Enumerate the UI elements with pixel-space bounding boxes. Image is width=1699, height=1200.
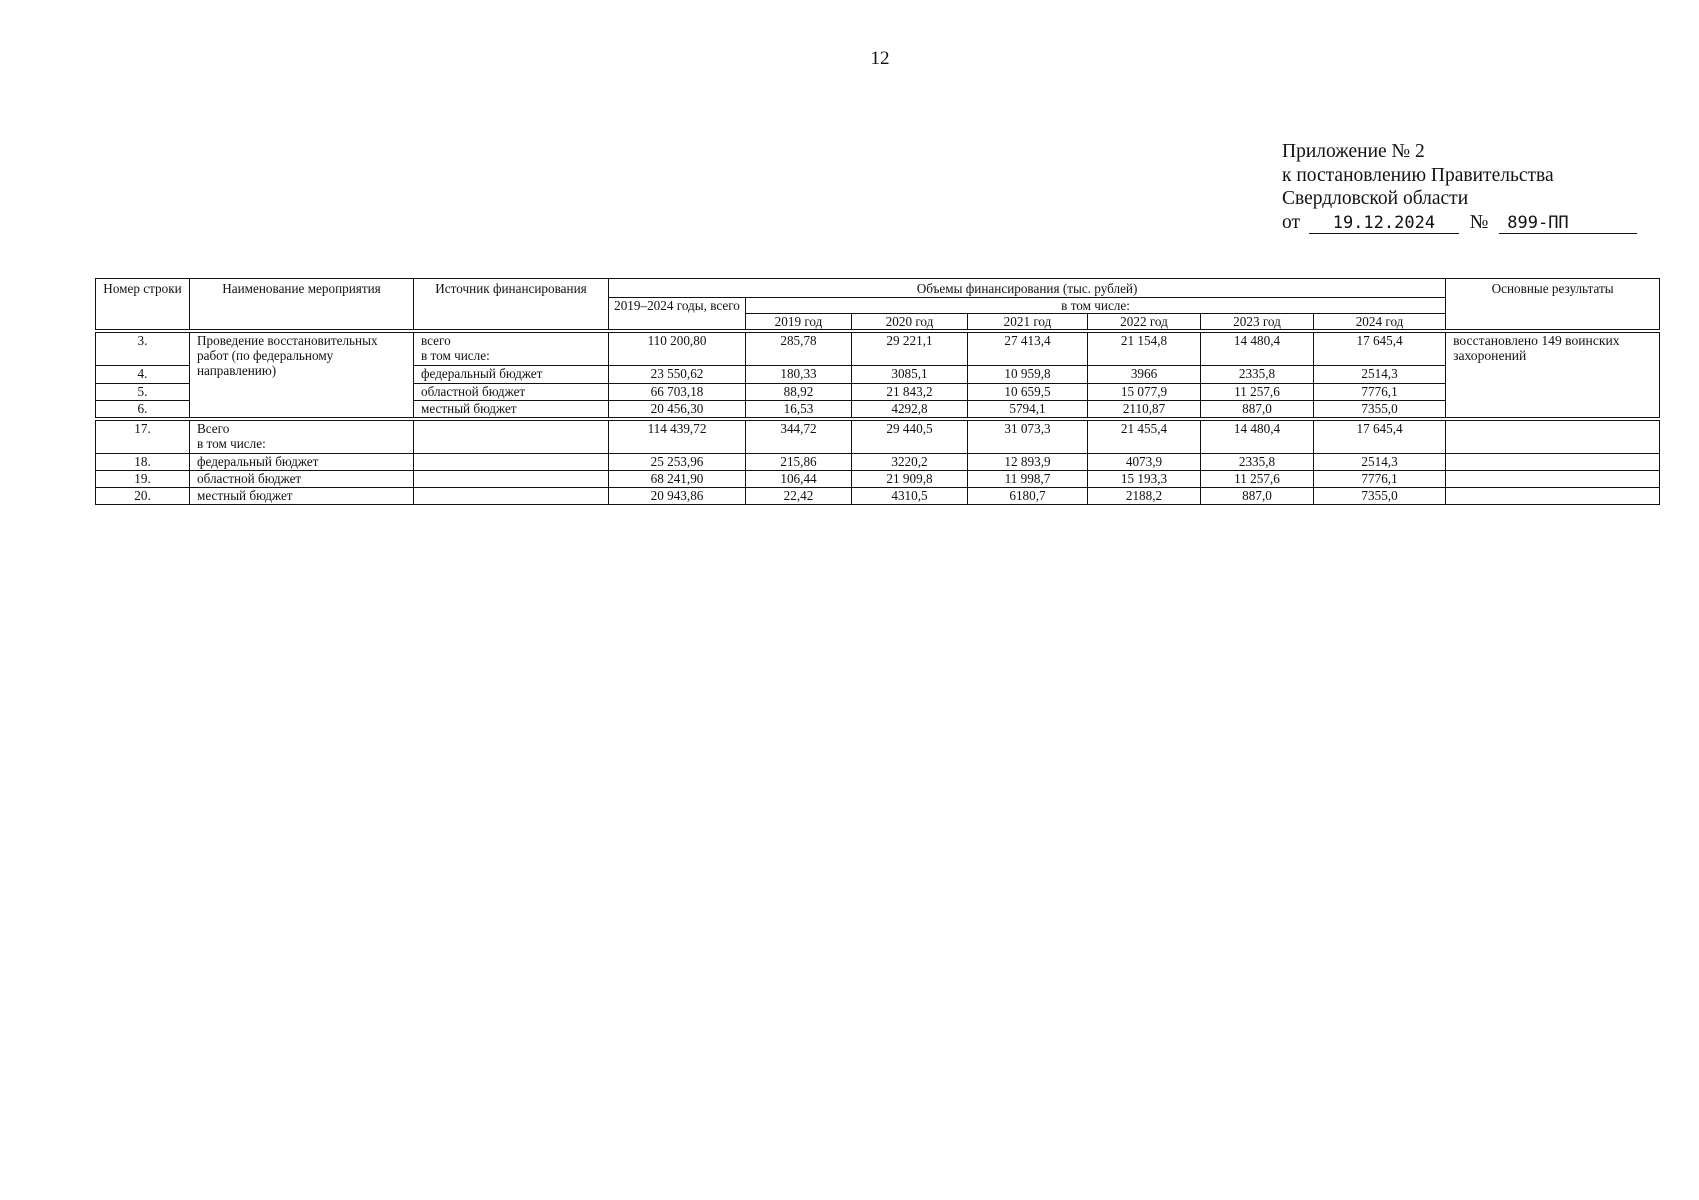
value-2023: 14 480,4 <box>1201 421 1314 454</box>
result-cell-empty <box>1446 454 1660 471</box>
resolution-date: 19.12.2024 <box>1309 213 1459 234</box>
row-number: 20. <box>96 488 190 505</box>
total-label: Всего в том числе: <box>190 421 414 454</box>
table-row <box>96 421 1660 454</box>
resolution-number: 899-ПП <box>1499 213 1637 234</box>
header-volumes: Объемы финансирования (тыс. рублей) <box>609 279 1446 298</box>
header-year-2024: 2024 год <box>1314 314 1446 330</box>
total-label: федеральный бюджет <box>190 454 414 471</box>
value-total: 68 241,90 <box>609 471 746 488</box>
header-year-2020: 2020 год <box>852 314 968 330</box>
value-2019: 180,33 <box>746 366 852 384</box>
appendix-line-3: Свердловской области <box>1282 188 1469 209</box>
value-2020: 3085,1 <box>852 366 968 384</box>
value-total: 66 703,18 <box>609 384 746 401</box>
value-2023: 14 480,4 <box>1201 333 1314 366</box>
value-2022: 21 154,8 <box>1088 333 1201 366</box>
header-year-2019: 2019 год <box>746 314 852 330</box>
appendix-line-2: к постановлению Правительства <box>1282 164 1554 186</box>
value-2024: 2514,3 <box>1314 366 1446 384</box>
value-2021: 11 998,7 <box>968 471 1088 488</box>
value-2021: 31 073,3 <box>968 421 1088 454</box>
result-cell-empty <box>1446 421 1660 454</box>
value-total: 25 253,96 <box>609 454 746 471</box>
value-total: 23 550,62 <box>609 366 746 384</box>
table-row <box>96 488 1660 505</box>
row-number: 18. <box>96 454 190 471</box>
table-row <box>96 471 1660 488</box>
value-2020: 29 221,1 <box>852 333 968 366</box>
value-2024: 17 645,4 <box>1314 333 1446 366</box>
appendix-date-line <box>1282 211 1637 235</box>
main-result: восстановлено 149 воинских захоронений <box>1446 333 1660 418</box>
total-label: областной бюджет <box>190 471 414 488</box>
value-2022: 2110,87 <box>1088 401 1201 418</box>
value-2024: 7355,0 <box>1314 488 1446 505</box>
value-2020: 4292,8 <box>852 401 968 418</box>
value-total: 20 456,30 <box>609 401 746 418</box>
row-number: 4. <box>96 366 190 384</box>
value-2021: 5794,1 <box>968 401 1088 418</box>
value-2021: 10 659,5 <box>968 384 1088 401</box>
appendix-line-1: Приложение № 2 <box>1282 141 1425 162</box>
value-2019: 106,44 <box>746 471 852 488</box>
value-2024: 7355,0 <box>1314 401 1446 418</box>
value-2023: 887,0 <box>1201 488 1314 505</box>
row-number: 19. <box>96 471 190 488</box>
value-2022: 3966 <box>1088 366 1201 384</box>
header-year-2022: 2022 год <box>1088 314 1201 330</box>
value-2020: 21 909,8 <box>852 471 968 488</box>
value-2021: 12 893,9 <box>968 454 1088 471</box>
header-source: Источник финансирования <box>414 279 609 330</box>
header-total-years: 2019–2024 годы, всего <box>609 298 746 330</box>
page-number: 12 <box>870 48 890 69</box>
date-prefix: от <box>1282 211 1301 233</box>
result-cell-empty <box>1446 471 1660 488</box>
value-2023: 2335,8 <box>1201 366 1314 384</box>
value-2021: 6180,7 <box>968 488 1088 505</box>
source-cell: областной бюджет <box>414 384 609 401</box>
value-2020: 4310,5 <box>852 488 968 505</box>
source-cell-empty <box>414 471 609 488</box>
value-2021: 10 959,8 <box>968 366 1088 384</box>
table-row <box>96 333 1660 366</box>
header-event-name: Наименование мероприятия <box>190 279 414 330</box>
value-2021: 27 413,4 <box>968 333 1088 366</box>
value-2023: 2335,8 <box>1201 454 1314 471</box>
source-cell-empty <box>414 421 609 454</box>
value-2019: 22,42 <box>746 488 852 505</box>
value-total: 114 439,72 <box>609 421 746 454</box>
header-including: в том числе: <box>746 298 1446 314</box>
header-row-number: Номер строки <box>96 279 190 330</box>
value-2019: 285,78 <box>746 333 852 366</box>
row-number: 6. <box>96 401 190 418</box>
value-2020: 3220,2 <box>852 454 968 471</box>
value-2022: 15 193,3 <box>1088 471 1201 488</box>
value-2023: 11 257,6 <box>1201 384 1314 401</box>
row-number: 5. <box>96 384 190 401</box>
total-label: местный бюджет <box>190 488 414 505</box>
value-2024: 17 645,4 <box>1314 421 1446 454</box>
header-year-2023: 2023 год <box>1201 314 1314 330</box>
value-2022: 21 455,4 <box>1088 421 1201 454</box>
source-cell-empty <box>414 488 609 505</box>
value-2023: 11 257,6 <box>1201 471 1314 488</box>
value-2019: 88,92 <box>746 384 852 401</box>
source-cell: местный бюджет <box>414 401 609 418</box>
value-2024: 7776,1 <box>1314 471 1446 488</box>
value-2022: 4073,9 <box>1088 454 1201 471</box>
value-2024: 2514,3 <box>1314 454 1446 471</box>
row-number: 17. <box>96 421 190 454</box>
value-2019: 215,86 <box>746 454 852 471</box>
value-2020: 21 843,2 <box>852 384 968 401</box>
source-cell-empty <box>414 454 609 471</box>
event-name: Проведение восстановительных работ (по федеральному направлению) <box>190 333 414 418</box>
appendix-header <box>1282 140 1637 234</box>
source-cell: федеральный бюджет <box>414 366 609 384</box>
value-2023: 887,0 <box>1201 401 1314 418</box>
value-total: 110 200,80 <box>609 333 746 366</box>
value-2024: 7776,1 <box>1314 384 1446 401</box>
table-row <box>96 454 1660 471</box>
header-year-2021: 2021 год <box>968 314 1088 330</box>
value-2020: 29 440,5 <box>852 421 968 454</box>
financing-table <box>95 278 1660 505</box>
header-results: Основные результаты <box>1446 279 1660 330</box>
value-total: 20 943,86 <box>609 488 746 505</box>
result-cell-empty <box>1446 488 1660 505</box>
number-prefix: № <box>1469 211 1489 233</box>
source-cell: всего в том числе: <box>414 333 609 366</box>
value-2022: 2188,2 <box>1088 488 1201 505</box>
value-2019: 344,72 <box>746 421 852 454</box>
value-2022: 15 077,9 <box>1088 384 1201 401</box>
row-number: 3. <box>96 333 190 366</box>
value-2019: 16,53 <box>746 401 852 418</box>
